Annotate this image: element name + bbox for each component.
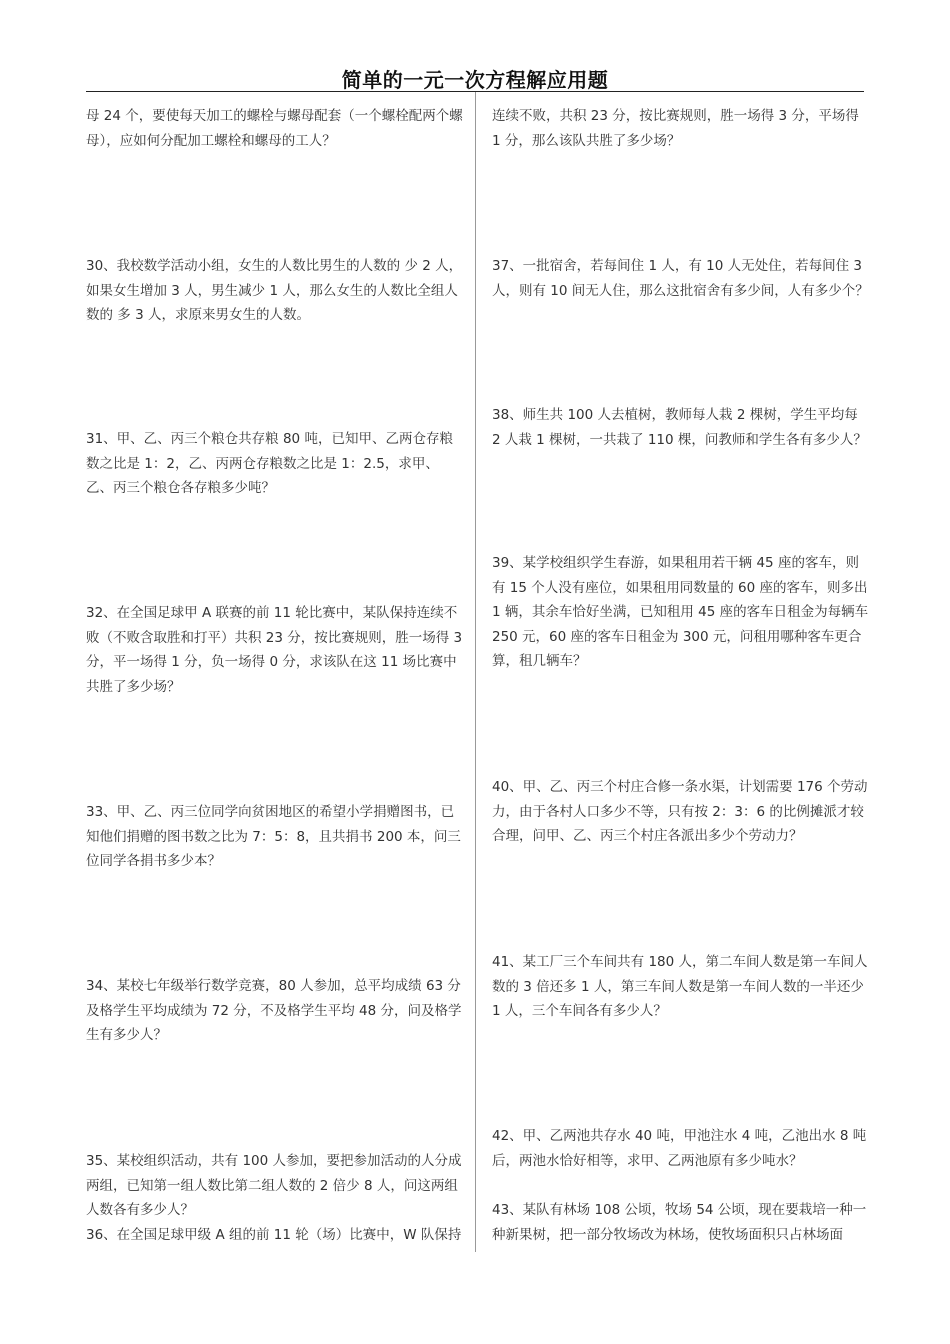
problem-31: 31、甲、乙、丙三个粮仓共存粮 80 吨，已知甲、乙两仓存粮数之比是 1：2，乙、丙两仓存粮数之比是 1：2.5，求甲、乙、丙三个粮仓各存粮多少吨？ [86, 431, 453, 496]
problem-42: 42、甲、乙两池共存水 40 吨，甲池注水 4 吨，乙池出水 8 吨后，两池水恰好相等，求甲、乙两池原有多少吨水？ [492, 1128, 867, 1169]
problem-36: 36、在全国足球甲级 A 组的前 11 轮（场）比赛中，W 队保持 [86, 1227, 462, 1243]
column-divider [475, 92, 476, 1252]
problem-30: 30、我校数学活动小组，女生的人数比男生的人数的 少 2 人，如果女生增加 3 人，男生减少 1 人，那么女生的人数比全组人数的 多 3 人，求原来男女生的人数。 [86, 258, 463, 323]
problem-35: 35、某校组织活动，共有 100 人参加，要把参加活动的人分成两组，已知第一组人数比第二组人数的 2 倍少 8 人，问这两组人数各有多少人？ [86, 1153, 462, 1218]
problem-36-continued: 连续不败，共积 23 分，按比赛规则，胜一场得 3 分，平场得 1 分，那么该队共胜了多少场？ [492, 108, 859, 149]
problem-37: 37、一批宿舍，若每间住 1 人，有 10 人无处住，若每间住 3 人，则有 10 间无人住，那么这批宿舍有多少间，人有多少个？ [492, 258, 869, 299]
problem-38: 38、师生共 100 人去植树，教师每人栽 2 棵树，学生平均每 2 人栽 1 棵树，一共栽了 110 棵，问教师和学生各有多少人？ [492, 407, 867, 448]
problem-29-continued: 母 24 个，要使每天加工的螺栓与螺母配套（一个螺栓配两个螺母），应如何分配加工螺栓和螺母的工人？ [86, 108, 463, 149]
problem-40: 40、甲、乙、丙三个村庄合修一条水渠，计划需要 176 个劳动力，由于各村人口多少不等，只有按 2：3：6 的比例摊派才较合理，问甲、乙、丙三个村庄各派出多少个劳动力？ [492, 779, 868, 844]
problem-34: 34、某校七年级举行数学竞赛，80 人参加，总平均成绩 63 分及格学生平均成绩为 72 分，不及格学生平均 48 分，问及格学生有多少人？ [86, 978, 462, 1043]
problem-43: 43、某队有林场 108 公顷，牧场 54 公顷，现在要栽培一种一种新果树，把一部分牧场改为林场，使牧场面积只占林场面 [492, 1202, 867, 1243]
problem-39: 39、某学校组织学生春游，如果租用若干辆 45 座的客车，则有 15 个人没有座位，如果租用同数量的 60 座的客车，则多出 1 辆，其余车恰好坐满，已知租用 45 座的客车日租金为每辆车 250 元，60 座的客车日租金为 300 元，问租用哪种客车更合算，租几辆车？ [492, 555, 869, 669]
problem-41: 41、某工厂三个车间共有 180 人，第二车间人数是第一车间人数的 3 倍还多 1 人，第三车间人数是第一车间人数的一半还少 1 人，三个车间各有多少人？ [492, 954, 868, 1019]
problem-32: 32、在全国足球甲 A 联赛的前 11 轮比赛中，某队保持连续不败（不败含取胜和打平）共积 23 分，按比赛规则，胜一场得 3 分，平一场得 1 分，负一场得 0 分，求该队在这 11 场比赛中共胜了多少场？ [86, 605, 463, 695]
problem-33: 33、甲、乙、丙三位同学向贫困地区的希望小学捐赠图书，已知他们捐赠的图书数之比为 7：5：8，且共捐书 200 本，问三位同学各捐书多少本？ [86, 804, 461, 869]
page-title: 简单的一元一次方程解应用题 [341, 68, 609, 92]
